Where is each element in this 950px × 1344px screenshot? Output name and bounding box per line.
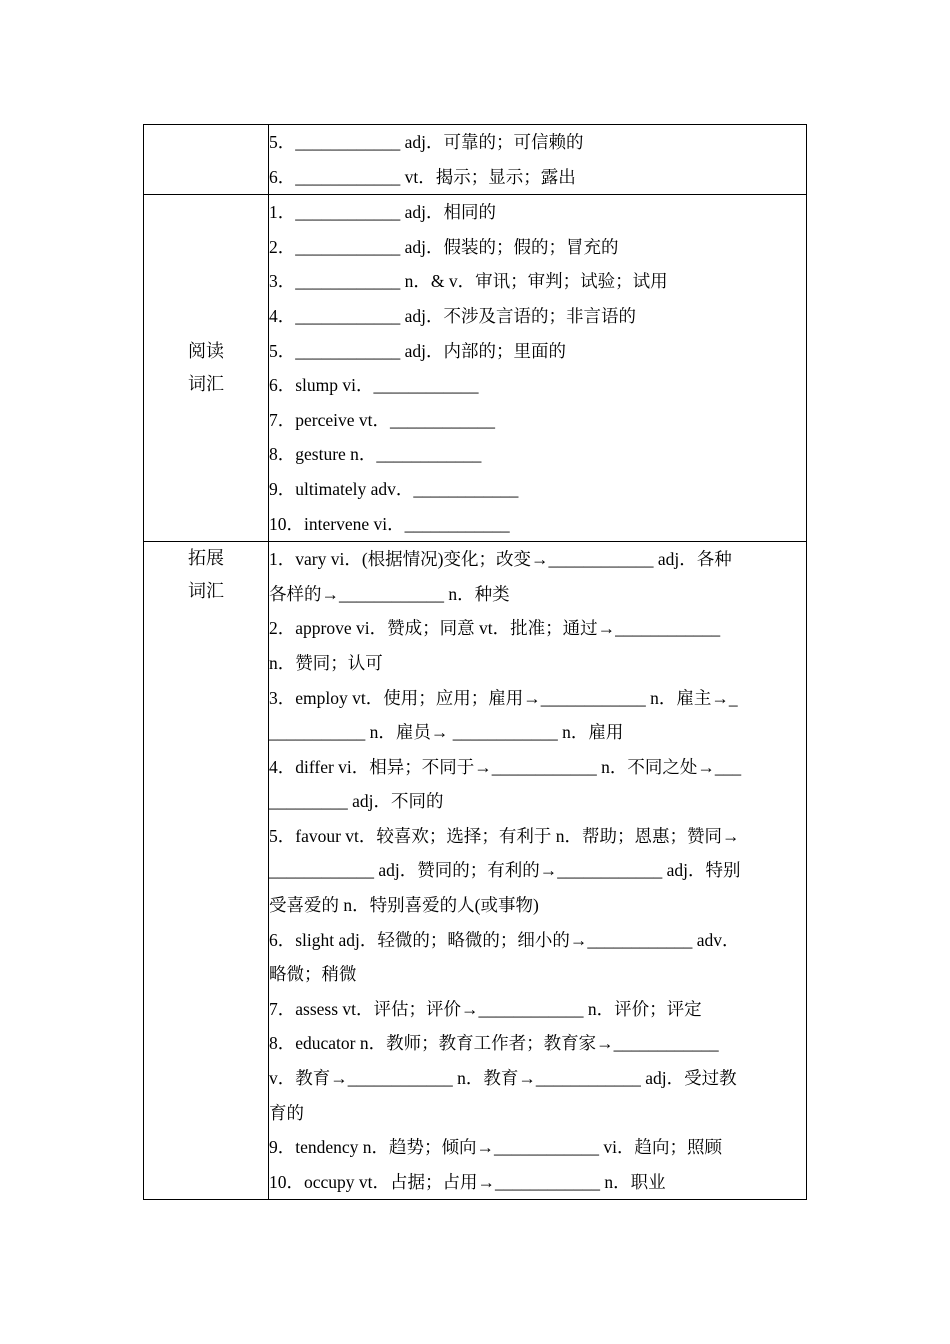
list-item: n．赞同；认可: [269, 652, 383, 673]
list-item: 10．intervene vi．____________: [269, 513, 510, 534]
items-cell: [269, 195, 807, 542]
category-label-reading: 阅读 词汇: [188, 341, 224, 395]
list-item: 受喜爱的 n．特别喜爱的人(或事物): [269, 895, 539, 916]
items-cell: [269, 542, 807, 1200]
table-row: [144, 195, 807, 542]
list-item: 2．____________ adj．假装的；假的；冒充的: [269, 236, 619, 257]
list-item: 9．ultimately adv．____________: [269, 478, 519, 499]
list-item: 8．educator n．教师；教育工作者；教育家→____________: [269, 1033, 719, 1054]
list-item: 6．slump vi．____________: [269, 375, 479, 396]
list-item: 5．favour vt．较喜欢；选择；有利于 n．帮助；恩惠；赞同→: [269, 825, 740, 846]
list-item: 4．____________ adj．不涉及言语的；非言语的: [269, 305, 637, 326]
category-label-extension: 拓展 词汇: [188, 548, 224, 602]
list-item: 略微；稍微: [269, 964, 357, 985]
list-item: 2．approve vi．赞成；同意 vt．批准；通过→____________: [269, 618, 721, 639]
list-item: 育的: [269, 1102, 304, 1123]
list-item: ___________ n．雇员→ ____________ n．雇用: [269, 722, 624, 743]
list-item: 3．____________ n．& v．审讯；审判；试验；试用: [269, 271, 668, 292]
table-row: [144, 125, 807, 195]
list-item: 6．____________ vt．揭示；显示；露出: [269, 166, 576, 187]
list-item: 1．____________ adj．相同的: [269, 202, 497, 223]
list-item: 9．tendency n．趋势；倾向→____________ vi．趋向；照顾: [269, 1137, 723, 1158]
list-item: 3．employ vt．使用；应用；雇用→____________ n．雇主→_: [269, 687, 738, 708]
list-item: 各样的→____________ n．种类: [269, 583, 510, 604]
list-item: 5．____________ adj．可靠的；可信赖的: [269, 132, 584, 152]
list-item: 6．slight adj．轻微的；略微的；细小的→____________ adv．: [269, 929, 740, 950]
list-item: 5．____________ adj．内部的；里面的: [269, 340, 567, 361]
list-item: 7．assess vt．评估；评价→____________ n．评价；评定: [269, 998, 702, 1019]
list-item: 1．vary vi．(根据情况)变化；改变→____________ adj．各种: [269, 549, 732, 570]
list-item: _________ adj．不同的: [269, 791, 444, 812]
category-cell: [144, 195, 269, 542]
list-item: 4．differ vi．相异；不同于→____________ n．不同之处→___: [269, 756, 742, 777]
list-item: ____________ adj．赞同的；有利的→____________ adj．特别: [269, 860, 741, 881]
list-item: 8．gesture n．____________: [269, 444, 482, 465]
list-item: v．教育→____________ n．教育→____________ adj．受过教: [269, 1068, 737, 1089]
category-cell: [144, 125, 269, 195]
table-row: [144, 542, 807, 1200]
vocabulary-table: [143, 124, 807, 1200]
items-cell: [269, 125, 807, 195]
list-item: 7．perceive vt．____________: [269, 409, 495, 430]
category-cell: [144, 542, 269, 1200]
list-item: 10．occupy vt．占据；占用→____________ n．职业: [269, 1171, 666, 1192]
